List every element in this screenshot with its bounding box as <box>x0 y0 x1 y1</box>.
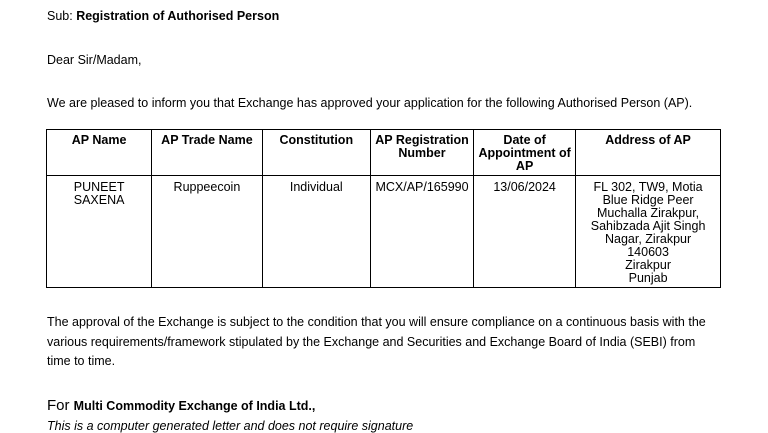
salutation: Dear Sir/Madam, <box>47 53 142 67</box>
address-line: Zirakpur <box>625 258 671 272</box>
address-line: Nagar, Zirakpur <box>605 232 692 246</box>
closing-for-label: For <box>47 397 74 414</box>
intro-text: We are pleased to inform you that Exchange has approved your application for the following Authorised Person (AP). <box>47 96 693 110</box>
header-constitution: Constitution <box>262 130 370 176</box>
cell-constitution: Individual <box>262 176 370 288</box>
cell-address <box>576 176 721 288</box>
subject-title: Registration of Authorised Person <box>76 9 280 23</box>
approval-condition-paragraph: The approval of the Exchange is subject to the condition that you will ensure compliance on a continuous basis with the various requirements/framework stipulated by the Exchange and Securities and Exchange Board of India (SEBI) from time to time. <box>47 315 706 368</box>
cell-date-of-appointment: 13/06/2024 <box>474 176 576 288</box>
closing-line <box>47 397 315 414</box>
header-date-of-appointment: Date of Appointment of AP <box>474 130 576 176</box>
header-address: Address of AP <box>576 130 721 176</box>
cell-trade-name: Ruppeecoin <box>152 176 262 288</box>
table-row <box>47 176 721 288</box>
cell-registration-number: MCX/AP/165990 <box>370 176 473 288</box>
computer-generated-note: This is a computer generated letter and does not require signature <box>47 419 414 433</box>
address-line: Sahibzada Ajit Singh <box>590 219 706 233</box>
subject-prefix: Sub: <box>47 9 77 23</box>
cell-ap-name: PUNEET SAXENA <box>47 176 152 288</box>
ap-details-table <box>46 129 721 288</box>
address-line: 140603 <box>627 245 669 259</box>
header-ap-registration-number: AP Registration Number <box>370 130 473 176</box>
table-header-row <box>47 130 721 176</box>
header-ap-name: AP Name <box>47 130 152 176</box>
company-name: Multi Commodity Exchange of India Ltd., <box>73 399 316 413</box>
header-ap-trade-name: AP Trade Name <box>152 130 262 176</box>
address-line: FL 302, TW9, Motia <box>593 180 703 194</box>
address-line: Punjab <box>628 271 668 285</box>
address-line: Blue Ridge Peer <box>602 193 694 207</box>
address-line: Muchalla Zirakpur, <box>597 206 700 220</box>
subject-line <box>47 9 279 23</box>
